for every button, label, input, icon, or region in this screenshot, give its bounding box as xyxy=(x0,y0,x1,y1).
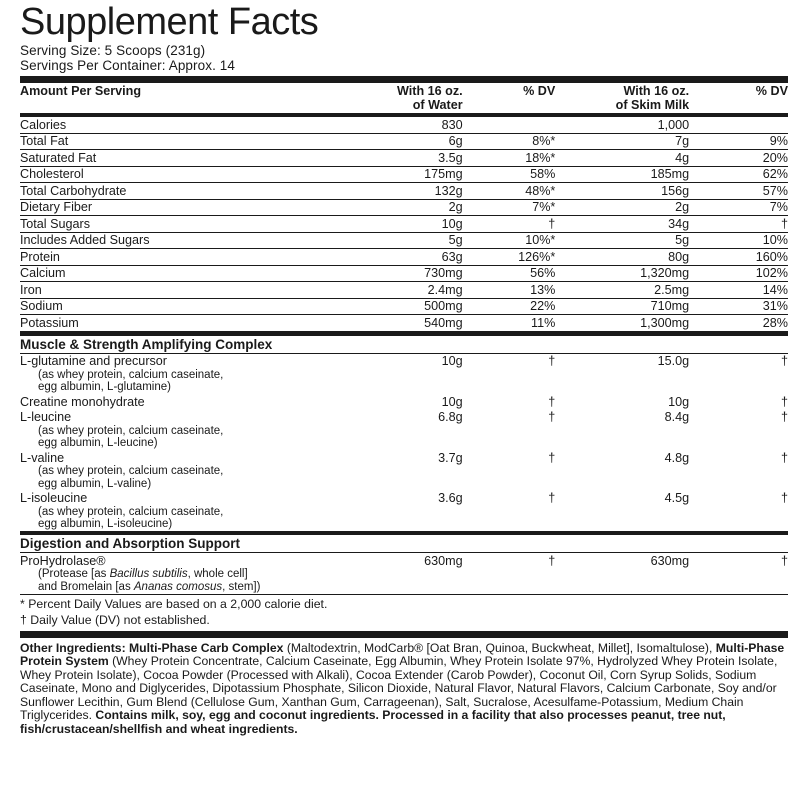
nutrient-dv-milk: 9% xyxy=(689,133,788,150)
other-ingredients-label: Other Ingredients: xyxy=(20,640,126,655)
ingredient-source-note: and Bromelain [as Ananas comosus, stem]) xyxy=(38,580,261,593)
header-amount-per-serving: Amount Per Serving xyxy=(20,83,142,98)
ingredient-name: L-isoleucine (as whey protein, calcium caseinate, egg albumin, L-isoleucine) xyxy=(20,491,360,532)
ingredient-dv-milk: † xyxy=(780,450,788,465)
nutrient-dv-water: † xyxy=(463,216,556,233)
ingredient-source-note: egg albumin, L-glutamine) xyxy=(38,381,171,393)
ingredient-name: L-leucine (as whey protein, calcium caseinate, egg albumin, L-leucine) xyxy=(20,410,360,451)
nutrient-amount-water: 5g xyxy=(360,232,463,249)
nutrition-table xyxy=(20,83,788,113)
nutrient-amount-water: 132g xyxy=(360,183,463,200)
table-row xyxy=(20,216,788,233)
nutrient-amount-milk: 34g xyxy=(555,216,689,233)
ingredient-dv-water: † xyxy=(548,491,556,505)
ingredient-amount-milk: 8.4g xyxy=(664,410,690,424)
nutrient-name: Calcium xyxy=(20,265,360,282)
ingredient-source-note: egg albumin, L-valine) xyxy=(38,477,152,490)
nutrient-dv-water: 10%* xyxy=(463,232,556,249)
nutrient-rows xyxy=(20,117,788,332)
nutrient-name: Dietary Fiber xyxy=(20,199,360,216)
table-row xyxy=(20,491,788,532)
ingredient-dv-milk: † xyxy=(780,410,788,424)
table-row xyxy=(20,298,788,315)
ingredient-dv-water: † xyxy=(548,450,556,465)
nutrient-amount-water: 2g xyxy=(360,199,463,216)
ingredient-name: L-glutamine and precursor (as whey protein, calcium caseinate, egg albumin, L-glutamine) xyxy=(20,354,360,395)
ingredient-dv-milk: † xyxy=(780,553,788,568)
nutrient-amount-water: 63g xyxy=(360,249,463,266)
ingredient-amount-water: 10g xyxy=(441,394,463,409)
nutrient-amount-milk: 156g xyxy=(555,183,689,200)
footnote-daily-values: * Percent Daily Values are based on a 2,000 calorie diet. xyxy=(20,596,328,611)
table-row xyxy=(20,315,788,332)
table-row xyxy=(20,265,788,282)
nutrient-name: Saturated Fat xyxy=(20,150,360,167)
nutrient-dv-water: 18%* xyxy=(463,150,556,167)
ingredient-dv-water: † xyxy=(548,553,556,568)
ingredient-dv-water: † xyxy=(548,394,556,409)
table-row xyxy=(20,183,788,200)
nutrient-amount-water: 830 xyxy=(360,117,463,133)
nutrient-amount-water: 730mg xyxy=(360,265,463,282)
nutrient-name: Includes Added Sugars xyxy=(20,232,360,249)
nutrient-amount-water: 2.4mg xyxy=(360,282,463,299)
nutrient-dv-milk xyxy=(689,117,788,133)
ingredient-source-note: (as whey protein, calcium caseinate, xyxy=(38,465,224,477)
nutrient-name: Iron xyxy=(20,282,360,299)
ingredient-dv-water: † xyxy=(548,354,556,368)
nutrient-amount-milk: 80g xyxy=(555,249,689,266)
ingredient-amount-water: 6.8g xyxy=(438,410,463,424)
nutrient-amount-milk: 1,320mg xyxy=(555,265,689,282)
nutrient-amount-milk: 1,300mg xyxy=(555,315,689,332)
header-with-water: With 16 oz. of Water xyxy=(397,83,463,112)
allergen-statement: Contains milk, soy, egg and coconut ingredients. Processed in a facility that also processes peanut, tree nut, fish/crustacean/shellfish and wheat ingredients. xyxy=(20,708,726,737)
table-header-row xyxy=(20,83,788,113)
footnote-dv-not-established: † Daily Value (DV) not established. xyxy=(20,613,210,627)
table-row xyxy=(20,232,788,249)
nutrient-dv-milk: 62% xyxy=(689,166,788,183)
table-row xyxy=(20,199,788,216)
nutrient-name: Potassium xyxy=(20,315,360,332)
table-row xyxy=(20,354,788,395)
nutrient-dv-milk: 10% xyxy=(689,232,788,249)
ingredient-amount-milk: 630mg xyxy=(650,553,690,568)
nutrient-amount-water: 540mg xyxy=(360,315,463,332)
nutrient-amount-milk: 710mg xyxy=(555,298,689,315)
ingredient-name: Creatine monohydrate xyxy=(20,394,145,409)
nutrient-amount-water: 175mg xyxy=(360,166,463,183)
nutrient-name: Sodium xyxy=(20,298,360,315)
servings-per-container: Servings Per Container: Approx. 14 xyxy=(20,58,236,73)
ingredient-dv-milk: † xyxy=(780,394,788,409)
table-row xyxy=(20,117,788,133)
other-ingredients xyxy=(20,638,788,737)
group2-rows xyxy=(20,553,788,594)
table-row xyxy=(20,150,788,167)
ingredient-name: ProHydrolase® (Protease [as Bacillus subtilis, whole cell] and Bromelain [as Ananas comosus, stem]) xyxy=(20,553,360,594)
nutrient-dv-milk: 31% xyxy=(689,298,788,315)
nutrient-dv-water: 22% xyxy=(463,298,556,315)
table-row xyxy=(20,553,788,594)
table-row xyxy=(20,410,788,451)
nutrient-dv-water xyxy=(463,117,556,133)
divider-thick-top xyxy=(20,76,788,83)
nutrient-dv-water: 7%* xyxy=(463,199,556,216)
ingredient-dv-milk: † xyxy=(780,354,788,368)
nutrient-dv-milk: † xyxy=(689,216,788,233)
nutrient-dv-water: 126%* xyxy=(463,249,556,266)
ingredient-dv-water: † xyxy=(548,410,556,424)
table-row xyxy=(20,166,788,183)
nutrient-amount-water: 3.5g xyxy=(360,150,463,167)
ingredient-source-note: (Protease [as Bacillus subtilis, whole cell] xyxy=(38,568,248,580)
group-title-muscle: Muscle & Strength Amplifying Complex xyxy=(20,336,273,352)
nutrient-amount-milk: 185mg xyxy=(555,166,689,183)
page-title: Supplement Facts xyxy=(20,1,319,43)
ingredient-amount-milk: 15.0g xyxy=(657,354,690,368)
ingredient-source-note: egg albumin, L-leucine) xyxy=(38,437,158,449)
nutrient-dv-water: 58% xyxy=(463,166,556,183)
ingredient-name: L-valine (as whey protein, calcium caseinate, egg albumin, L-valine) xyxy=(20,450,360,491)
ingredient-amount-water: 630mg xyxy=(424,553,463,568)
divider-thick-bottom xyxy=(20,631,788,638)
header-dv-milk: % DV xyxy=(755,83,788,98)
table-row xyxy=(20,282,788,299)
nutrient-name: Total Carbohydrate xyxy=(20,183,360,200)
ingredient-source-note: (as whey protein, calcium caseinate, xyxy=(38,424,224,437)
table-row xyxy=(20,394,788,410)
nutrient-dv-milk: 102% xyxy=(689,265,788,282)
nutrient-name: Calories xyxy=(20,117,360,133)
nutrient-amount-milk: 5g xyxy=(555,232,689,249)
other-ingredients-text: Multi-Phase Carb Complex (Maltodextrin, ModCarb® [Oat Bran, Quinoa, Buckwheat, Millet], Isomaltulose), Multi-Phase Protein System (Whey Protein Concentrate, Calcium Caseinate, Egg Albumin, Whey Protein Isolate 97%, Hydrolyzed Whey Protein Isolate, Whey Protein Isolate), Cocoa Powder (Processed with Alkali), Cocoa Extender (Carob Powder), Coconut Oil, Corn Syrup Solids, Sodium Caseinate, Mono and Diglycerides, Dipotassium Phosphate, Silicon Dioxide, Natural Flavor, Natural Flavors, Calcium Carbonate, Soy and/or Sunflower Lecithin, Gum Blend (Cellulose Gum, Xanthan Gum, Carrageenan), Salt, Sucralose, Acesulfame-Potassium, Medium Chain Triglycerides. xyxy=(20,640,785,723)
header-with-milk: With 16 oz. of Skim Milk xyxy=(615,83,690,112)
nutrient-dv-water: 56% xyxy=(463,265,556,282)
nutrient-name: Total Sugars xyxy=(20,216,360,233)
nutrient-dv-milk: 28% xyxy=(689,315,788,332)
group-title-digestion: Digestion and Absorption Support xyxy=(20,536,240,551)
nutrient-amount-milk: 2.5mg xyxy=(555,282,689,299)
header-dv-water: % DV xyxy=(523,83,556,98)
nutrient-dv-water: 8%* xyxy=(463,133,556,150)
nutrient-name: Total Fat xyxy=(20,133,360,150)
ingredient-amount-water: 3.7g xyxy=(438,450,463,465)
nutrient-dv-milk: 14% xyxy=(689,282,788,299)
ingredient-source-note: egg albumin, L-isoleucine) xyxy=(38,518,173,530)
nutrient-amount-water: 500mg xyxy=(360,298,463,315)
table-row xyxy=(20,249,788,266)
ingredient-amount-milk: 10g xyxy=(668,394,690,409)
nutrient-dv-water: 48%* xyxy=(463,183,556,200)
ingredient-amount-water: 3.6g xyxy=(438,491,463,505)
nutrient-dv-milk: 57% xyxy=(689,183,788,200)
nutrient-name: Cholesterol xyxy=(20,166,360,183)
nutrient-dv-milk: 160% xyxy=(689,249,788,266)
nutrient-name: Protein xyxy=(20,249,360,266)
ingredient-amount-water: 10g xyxy=(441,354,463,368)
ingredient-amount-milk: 4.5g xyxy=(664,491,690,505)
table-row xyxy=(20,450,788,491)
nutrient-dv-water: 11% xyxy=(463,315,556,332)
nutrient-dv-water: 13% xyxy=(463,282,556,299)
serving-size: Serving Size: 5 Scoops (231g) xyxy=(20,43,206,58)
nutrient-amount-milk: 2g xyxy=(555,199,689,216)
nutrient-amount-milk: 4g xyxy=(555,150,689,167)
nutrient-amount-milk: 7g xyxy=(555,133,689,150)
table-row xyxy=(20,133,788,150)
nutrient-amount-water: 6g xyxy=(360,133,463,150)
ingredient-source-note: (as whey protein, calcium caseinate, xyxy=(38,505,224,518)
ingredient-dv-milk: † xyxy=(780,491,788,505)
nutrient-amount-milk: 1,000 xyxy=(555,117,689,133)
nutrient-dv-milk: 20% xyxy=(689,150,788,167)
group1-rows xyxy=(20,354,788,532)
nutrient-amount-water: 10g xyxy=(360,216,463,233)
nutrient-dv-milk: 7% xyxy=(689,199,788,216)
ingredient-amount-milk: 4.8g xyxy=(664,450,690,465)
ingredient-source-note: (as whey protein, calcium caseinate, xyxy=(38,368,224,381)
